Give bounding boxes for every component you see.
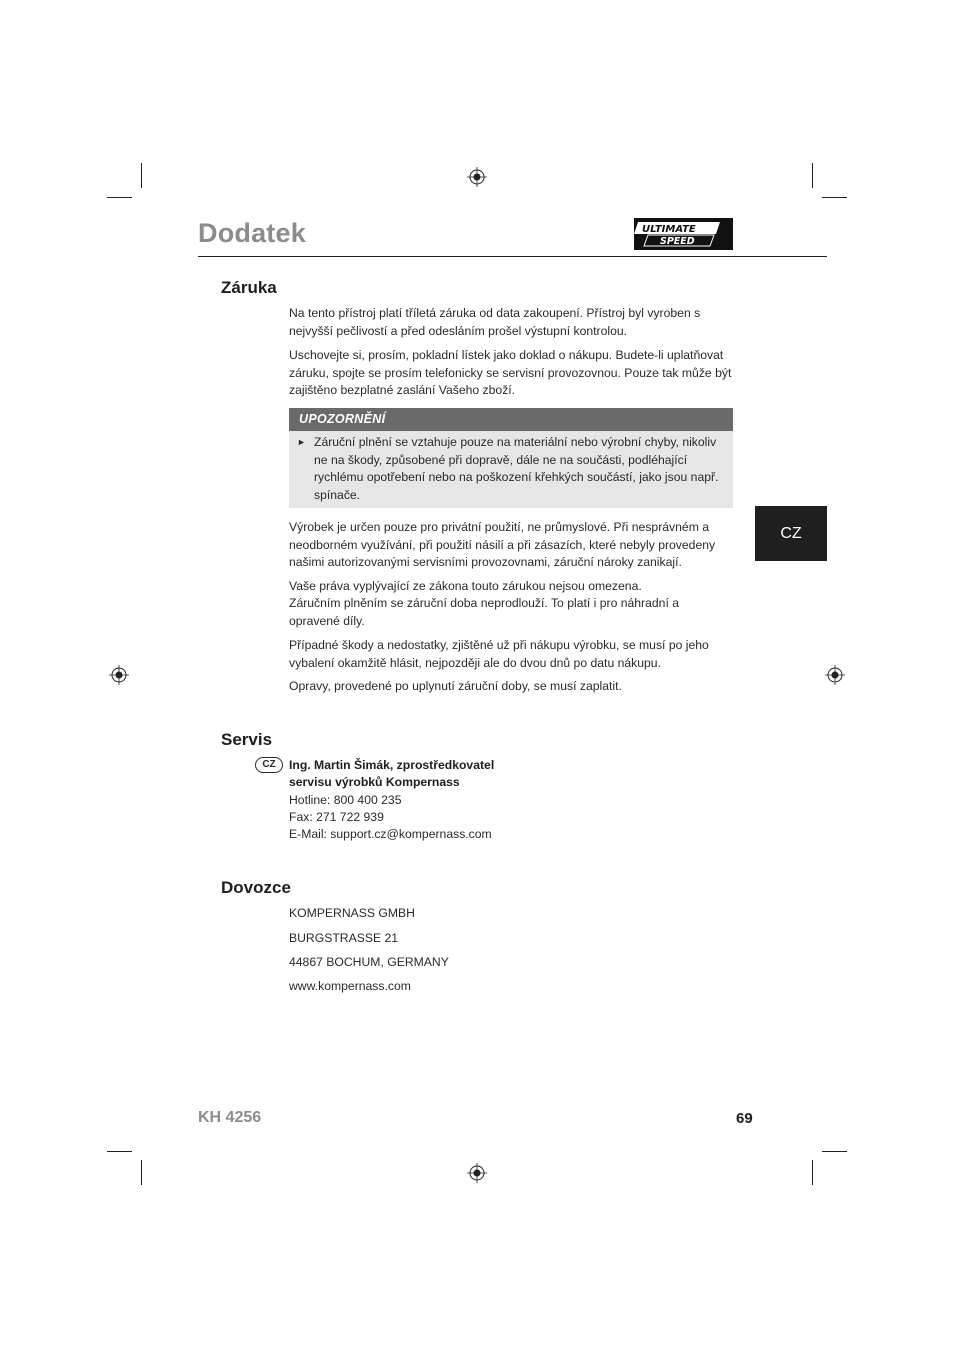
warranty-paragraph: Na tento přístroj platí tříletá záruka od data zakoupení. Přístroj byl vyroben s nejvyšší pečlivostí a před odesláním prošel výstupní kontrolou. xyxy=(289,306,701,338)
page-number: 69 xyxy=(736,1110,753,1127)
title-divider xyxy=(198,256,827,257)
crop-mark xyxy=(107,1151,132,1152)
country-badge: CZ xyxy=(255,757,283,773)
importer-website: www.kompernass.com xyxy=(289,979,411,993)
warranty-paragraph: Případné škody a nedostatky, zjištěné už při nákupu výrobku, se musí po jeho vybalení okamžitě hlásit, nejpozději ale do dvou dnů po datu nákupu. xyxy=(289,638,709,670)
registration-mark-icon xyxy=(467,1163,487,1183)
ultimate-speed-logo xyxy=(634,218,733,250)
service-company: servisu výrobků Kompernass xyxy=(289,775,460,789)
crop-mark xyxy=(812,163,813,188)
crop-mark xyxy=(141,1160,142,1185)
crop-mark xyxy=(822,1151,847,1152)
crop-mark xyxy=(107,197,132,198)
registration-mark-icon xyxy=(467,167,487,187)
model-number: KH 4256 xyxy=(198,1109,262,1126)
service-email: E-Mail: support.cz@kompernass.com xyxy=(289,827,492,841)
warning-text: Záruční plnění se vztahuje pouze na materiální nebo výrobní chyby, nikoliv ne na škody, způsobené při dopravě, dále ne na součásti, podléhající rychlému opotřebení nebo na poškození křehkých součástí, jako jsou např. spínače. xyxy=(314,435,719,502)
crop-mark xyxy=(141,163,142,188)
warranty-paragraph: Záručním plněním se záruční doba neprodlouží. To platí i pro náhradní a opravené díly. xyxy=(289,596,680,628)
importer-address-line: KOMPERNASS GMBH xyxy=(289,906,415,920)
service-hotline: Hotline: 800 400 235 xyxy=(289,793,402,807)
service-fax: Fax: 271 722 939 xyxy=(289,810,384,824)
service-company: Ing. Martin Šimák, zprostředkovatel xyxy=(289,758,495,772)
warranty-paragraph: Opravy, provedené po uplynutí záruční doby, se musí zaplatit. xyxy=(289,679,622,693)
importer-address-line: BURGSTRASSE 21 xyxy=(289,931,399,945)
logo-text: ULTIMATE xyxy=(642,224,696,235)
warranty-paragraph: Uschovejte si, prosím, pokladní lístek jako doklad o nákupu. Budete-li uplatňovat záruku, spojte se prosím telefonicky se servisní provozovnou. Pouze tak může být zajištěno bezplatné zaslání Vašeho zboží. xyxy=(289,348,732,397)
logo-text: SPEED xyxy=(660,236,695,247)
language-tab: CZ xyxy=(755,506,827,561)
warranty-paragraph: Vaše práva vyplývající ze zákona touto zárukou nejsou omezena. xyxy=(289,579,642,593)
warning-title: UPOZORNĚNÍ xyxy=(299,412,386,426)
importer-heading: Dovozce xyxy=(221,878,291,897)
importer-address-line: 44867 BOCHUM, GERMANY xyxy=(289,955,449,969)
warning-header xyxy=(289,408,733,431)
warranty-heading: Záruka xyxy=(221,278,277,297)
bullet-arrow-icon: ► xyxy=(297,437,306,447)
registration-mark-icon xyxy=(109,665,129,685)
crop-mark xyxy=(812,1160,813,1185)
crop-mark xyxy=(822,197,847,198)
warranty-paragraph: Výrobek je určen pouze pro privátní použití, ne průmyslové. Při nesprávném a neodborném využívání, při použití násilí a při zásazích, které nebyly provedeny našimi autorizovanými servisními provozovnami, záruční nároky zanikají. xyxy=(289,520,716,569)
registration-mark-icon xyxy=(825,665,845,685)
page-title: Dodatek xyxy=(198,218,306,248)
service-heading: Servis xyxy=(221,730,273,749)
